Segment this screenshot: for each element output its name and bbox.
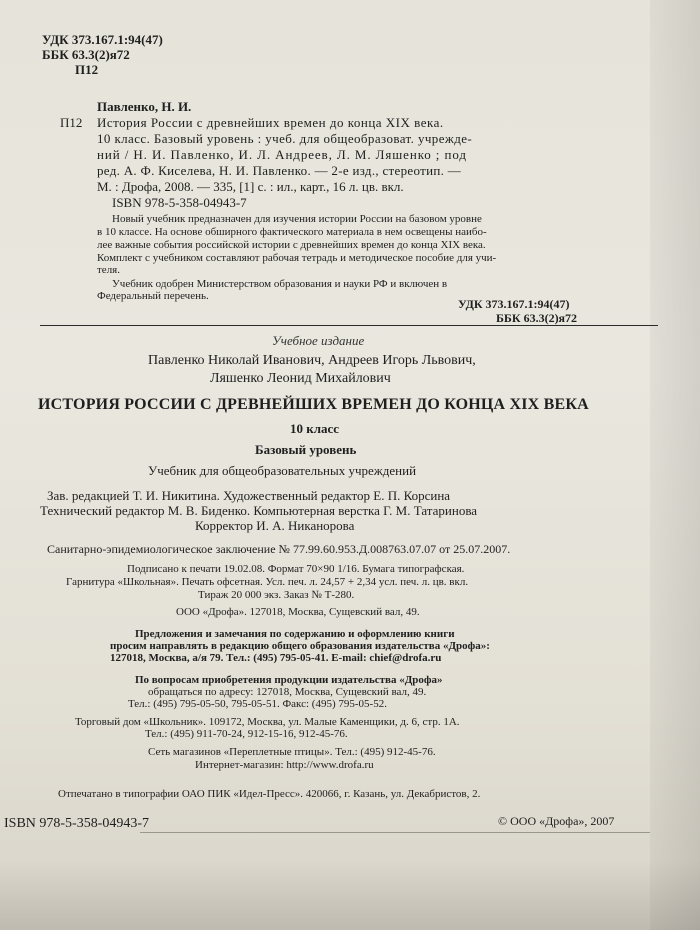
trade-line-2: Тел.: (495) 911-70-24, 912-15-16, 912-45-76. — [145, 728, 348, 740]
printed-by: Отпечатано в типографии ОАО ПИК «Идел-Пресс». 420066, г. Казань, ул. Декабристов, 2. — [58, 788, 481, 800]
catalog-code: П12 — [60, 115, 83, 130]
trade-line-3: Сеть магазинов «Переплетные птицы». Тел.: (495) 912-45-76. — [148, 746, 436, 758]
print-info-line-3: Тираж 20 000 экз. Заказ № Т-280. — [198, 589, 355, 601]
annotation-line-1: Новый учебник предназначен для изучения истории России на базовом уровне — [112, 213, 482, 225]
staff-line-3: Корректор И. А. Никанорова — [195, 518, 355, 533]
grade: 10 класс — [290, 421, 340, 436]
print-info-line-1: Подписано к печати 19.02.08. Формат 70×90 1/16. Бумага типографская. — [127, 563, 465, 575]
trade-line-1: Торговый дом «Школьник». 109172, Москва, ул. Малые Каменщики, д. 6, стр. 1А. — [75, 716, 460, 728]
divider-line — [40, 325, 658, 326]
footer-isbn: ISBN 978-5-358-04943-7 — [4, 816, 150, 831]
catalog-author: Павленко, Н. И. — [97, 99, 192, 114]
purpose: Учебник для общеобразовательных учреждений — [148, 463, 417, 478]
catalog-line-2: 10 класс. Базовый уровень : учеб. для общеобразоват. учрежде- — [97, 131, 473, 146]
catalog-line-3: ний / Н. И. Павленко, И. Л. Андреев, Л. М. Ляшенко ; под — [97, 147, 467, 162]
authors-line-2: Ляшенко Леонид Михайлович — [210, 371, 391, 386]
level: Базовый уровень — [255, 442, 357, 457]
purchase-line-2: обращаться по адресу: 127018, Москва, Сущевский вал, 49. — [148, 686, 427, 698]
print-info-line-2: Гарнитура «Школьная». Печать офсетная. Усл. печ. л. 24,57 + 2,34 усл. печ. л. цв. вкл. — [66, 576, 469, 588]
annotation-line-5: теля. — [97, 264, 120, 276]
feedback-line-2: просим направлять в редакцию общего образования издательства «Дрофа»: — [110, 640, 490, 652]
trade-line-4: Интернет-магазин: http://www.drofa.ru — [195, 759, 374, 771]
authors-line-1: Павленко Николай Иванович, Андреев Игорь Львович, — [148, 353, 476, 368]
edition-label: Учебное издание — [272, 333, 365, 348]
purchase-line-3: Тел.: (495) 795-05-50, 795-05-51. Факс: (495) 795-05-52. — [128, 698, 387, 710]
staff-line-1: Зав. редакцией Т. И. Никитина. Художественный редактор Е. П. Корсина — [47, 488, 451, 503]
annotation-line-4: Комплект с учебником составляют рабочая тетрадь и методическое пособие для учи- — [97, 252, 497, 264]
index-code-top: П12 — [75, 62, 99, 77]
bbk-top: ББК 63.3(2)я72 — [42, 47, 130, 62]
catalog-line-5: М. : Дрофа, 2008. — 335, [1] с. : ил., карт., 16 л. цв. вкл. — [97, 179, 404, 194]
annotation-line-3: лее важные события российской истории с древнейших времен до конца XIX века. — [97, 239, 486, 251]
staff-line-2: Технический редактор М. В. Биденко. Компьютерная верстка Г. М. Татаринова — [40, 503, 478, 518]
bbk-bottom: ББК 63.3(2)я72 — [496, 311, 578, 325]
sanitary-conclusion: Санитарно-эпидемиологическое заключение № 77.99.60.953.Д.008763.07.07 от 25.07.2007. — [47, 542, 511, 556]
publisher-address: ООО «Дрофа». 127018, Москва, Сущевский вал, 49. — [176, 606, 420, 618]
annotation-line-6: Учебник одобрен Министерством образования и науки РФ и включен в — [112, 278, 448, 290]
udk-top: УДК 373.167.1:94(47) — [42, 32, 163, 47]
copyright: © ООО «Дрофа», 2007 — [498, 814, 615, 828]
catalog-line-1: История России с древнейших времен до конца XIX века. — [97, 115, 444, 130]
annotation-line-7: Федеральный перечень. — [97, 290, 209, 302]
bottom-shadow — [0, 860, 700, 930]
page-edge-shading — [650, 0, 700, 930]
catalog-line-4: ред. А. Ф. Киселева, Н. И. Павленко. — 2-е изд., стереотип. — — [97, 163, 461, 178]
feedback-line-3: 127018, Москва, а/я 79. Тел.: (495) 795-05-41. E-mail: chief@drofa.ru — [110, 652, 442, 664]
bottom-fold-line — [140, 832, 650, 833]
feedback-line-1: Предложения и замечания по содержанию и оформлению книги — [135, 628, 455, 640]
annotation-line-2: в 10 классе. На основе обширного фактического материала в нем освещены наибо- — [97, 226, 487, 238]
udk-bottom: УДК 373.167.1:94(47) — [458, 297, 570, 311]
purchase-line-1: По вопросам приобретения продукции издательства «Дрофа» — [135, 674, 443, 686]
catalog-isbn: ISBN 978-5-358-04943-7 — [112, 195, 247, 210]
book-title: ИСТОРИЯ РОССИИ С ДРЕВНЕЙШИХ ВРЕМЕН ДО КОНЦА XIX ВЕКА — [38, 396, 589, 413]
